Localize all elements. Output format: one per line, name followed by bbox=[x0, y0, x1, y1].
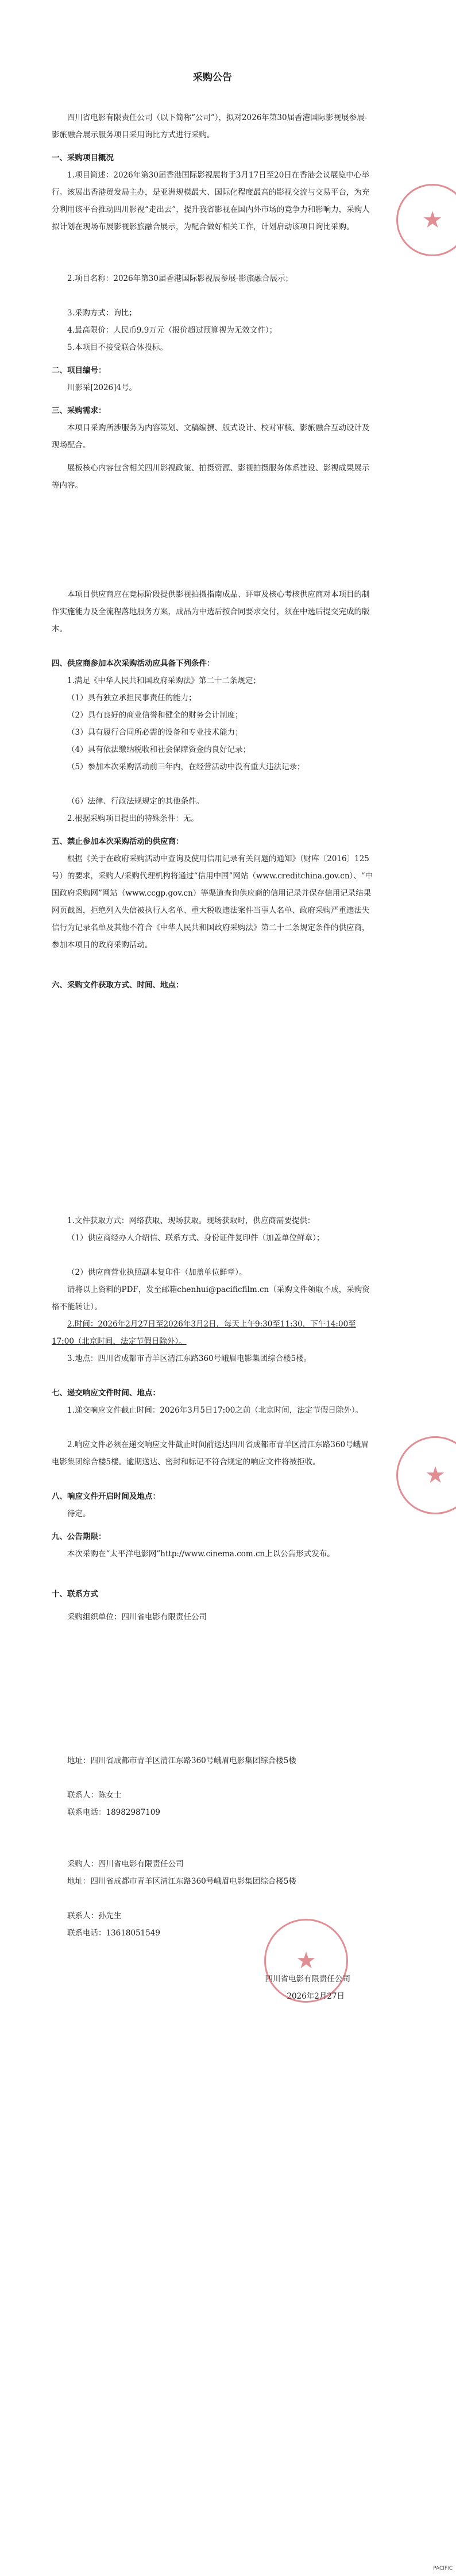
contact-2-person: 联系人：孙先生 bbox=[67, 1911, 122, 1921]
section-8-heading: 八、响应文件开启时间及地点： bbox=[52, 1492, 160, 1501]
section-4-item-6: （5）参加本次采购活动前三年内，在经营活动中没有重大违法记录； bbox=[67, 762, 305, 772]
section-6-item-2: （1）供应商经办人介绍信、联系方式、身份证件复印件（加盖单位鲜章）； bbox=[67, 1233, 324, 1243]
section-4-item-3: （2）具有良好的商业信誉和健全的财务会计制度； bbox=[67, 711, 243, 720]
section-7-item-2: 2.响应文件必须在递交响应文件截止时间前送达四川省成都市青羊区清江东路360号峨眉电影集团综合楼5楼。逾期送达、密封和标记不符合规定的响应文件将被拒收。 bbox=[52, 1440, 369, 1467]
contact-1-phone: 联系电话：18982987109 bbox=[67, 1808, 160, 1817]
section-7-heading: 七、递交响应文件时间、地点： bbox=[52, 1389, 160, 1398]
contact-1-person: 联系人：陈女士 bbox=[67, 1791, 122, 1800]
section-4-item-8: 2.根据采购项目提出的特殊条件：无。 bbox=[67, 814, 199, 823]
section-4-heading: 四、供应商参加本次采购活动应具备下列条件： bbox=[52, 659, 215, 668]
section-3-para-3: 本项目供应商应在竞标阶段提供影视拍摄指南成品、评审及核心考核供应商对本项目的制作实施能力及全流程落地服务方案，成品为中选后按合同要求交付，须在中选后提交完成的版本。 bbox=[52, 590, 370, 634]
page-title: 采购公告 bbox=[193, 72, 232, 83]
section-1-item-3: 3.采购方式：询比； bbox=[67, 308, 137, 318]
section-6-item-3: （2）供应商营业执照副本复印件（加盖单位鲜章）。 bbox=[67, 1268, 247, 1277]
logo-text: PACIFIC bbox=[433, 2566, 453, 2571]
section-3-para-2: 展板核心内容包含相关四川影视政策、拍摄资源、影视拍摄服务体系建设、影视成果展示等内容。 bbox=[52, 464, 370, 490]
contact-2-phone: 联系电话：13618051549 bbox=[67, 1929, 160, 1938]
section-4-item-1: 1.满足《中华人民共和国政府采购法》第二十二条规定； bbox=[67, 676, 261, 685]
section-5-heading: 五、禁止参加本次采购活动的供应商： bbox=[52, 837, 184, 846]
contact-2-org: 采购人：四川省电影有限责任公司 bbox=[67, 1860, 184, 1869]
section-6-email: 请将以上资料的PDF，发至邮箱chenhui@pacificfilm.cn（采购文件领取不成，采购资格不能转让）。 bbox=[52, 1285, 370, 1312]
signature-date: 2026年2月27日 bbox=[287, 1992, 345, 2001]
section-5-para: 根据《关于在政府采购活动中查询及使用信用记录有关问题的通知》（财库〔2016〕125号）的要求，采购人/采购代理机构将通过“信用中国”网站（www.creditchina.gov.cn）、“中国政府采购网”网站（www.ccgp.gov.cn）等渠道查询供应商的信用记录并保存信用记录结果网页截图，拒绝列入失信被执行人名单、重大税收违法案件当事人名单、政府采购严重违法失信行为记录名单及其他不符合《中华人民共和国政府采购法》第二十二条规定条件的供应商，参加本项目的政府采购活动。 bbox=[52, 854, 373, 950]
company-seal bbox=[264, 1919, 348, 2003]
section-4-item-4: （3）具有履行合同所必需的设备和专业技术能力； bbox=[67, 728, 243, 737]
section-1-item-4: 4.最高限价：人民币9.9万元（报价超过预算视为无效文件）； bbox=[67, 326, 277, 335]
section-6-heading: 六、采购文件获取方式、时间、地点： bbox=[52, 981, 184, 990]
section-6-item-1: 1.文件获取方式：网络获取、现场获取。现场获取时，供应商需要提供： bbox=[67, 1216, 315, 1225]
section-8-para: 待定。 bbox=[67, 1509, 91, 1518]
section-4-item-2: （1）具有独立承担民事责任的能力； bbox=[67, 693, 196, 703]
project-number: 川影采[2026]4号。 bbox=[67, 383, 137, 392]
company-seal-edge-2 bbox=[396, 1436, 456, 1514]
section-9-para: 本次采购在“太平洋电影网”http://www.cinema.com.cn上以公告形式发布。 bbox=[67, 1549, 335, 1559]
contact-1-address: 地址：四川省成都市青羊区清江东路360号峨眉电影集团综合楼5楼 bbox=[67, 1756, 296, 1765]
contact-org: 采购组织单位：四川省电影有限责任公司 bbox=[67, 1613, 207, 1622]
section-7-item-1: 1.递交响应文件截止时间：2026年3月5日17:00之前（北京时间，法定节假日除外）。 bbox=[67, 1406, 364, 1415]
section-6-time: 2.时间：2026年2月27日至2026年3月2日，每天上午9:30至11:30，下午14:00至17:00（北京时间，法定节假日除外）。 bbox=[52, 1320, 356, 1346]
signature-org: 四川省电影有限责任公司 bbox=[265, 1975, 350, 1984]
pacific-logo bbox=[433, 2566, 453, 2571]
section-4-item-5: （4）具有依法缴纳税收和社会保障资金的良好记录； bbox=[67, 745, 251, 754]
section-9-heading: 九、公告期限： bbox=[52, 1532, 106, 1541]
seal-star-icon: ★ bbox=[422, 207, 443, 233]
section-2-heading: 二、项目编号： bbox=[52, 366, 106, 375]
section-4-item-7: （6）法律、行政法规规定的其他条件。 bbox=[67, 797, 204, 806]
section-3-heading: 三、采购需求： bbox=[52, 406, 106, 415]
section-1-item-5: 5.本项目不接受联合体投标。 bbox=[67, 343, 168, 352]
section-6-location: 3.地点：四川省成都市青羊区清江东路360号峨眉电影集团综合楼5楼。 bbox=[67, 1354, 312, 1363]
section-1-item-2: 2.项目名称：2026年第30届香港国际影视展参展-影旅融合展示； bbox=[67, 274, 293, 283]
company-seal-edge bbox=[396, 184, 456, 256]
seal-star-icon: ★ bbox=[425, 1462, 446, 1488]
contact-2-address: 地址：四川省成都市青羊区清江东路360号峨眉电影集团综合楼5楼 bbox=[67, 1877, 296, 1886]
section-1-heading: 一、采购项目概况 bbox=[52, 153, 114, 163]
seal-star-icon: ★ bbox=[296, 1948, 316, 1974]
section-10-heading: 十、联系方式 bbox=[52, 1590, 98, 1599]
intro-paragraph: 四川省电影有限责任公司（以下简称“公司”），拟对2026年第30届香港国际影视展参展-影旅融合展示服务项目采用询比方式进行采购。 bbox=[52, 113, 368, 140]
section-3-para-1: 本项目采购所涉服务为内容策划、文稿编撰、版式设计、校对审核、影旅融合互动设计及现场配合。 bbox=[52, 423, 370, 450]
section-1-item-1: 1.项目简述：2026年第30届香港国际影视展将于3月17日至20日在香港会议展览中心举行。该展出香港贸发局主办，是亚洲规模最大、国际化程度最高的影视交流与交易平台，为充分利用该平台推动四川影视“走出去”，提升我省影视在国内外市场的竞争力和影响力，采购人拟计划在现场布展影视影旅融合展示，为配合做好相关工作，计划启动该项目询比采购。 bbox=[52, 171, 370, 232]
